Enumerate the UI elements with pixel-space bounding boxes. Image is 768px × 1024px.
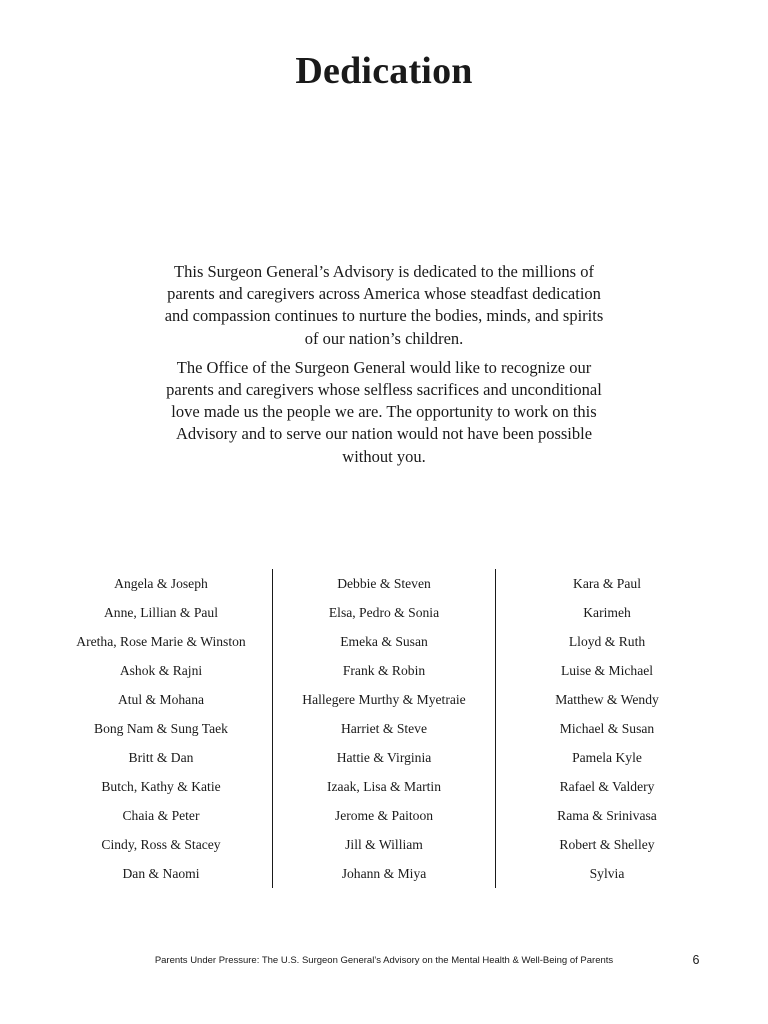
name-entry: Pamela Kyle [572, 750, 642, 765]
name-entry: Debbie & Steven [337, 576, 431, 591]
name-entry: Rafael & Valdery [559, 779, 655, 794]
name-entry: Emeka & Susan [340, 634, 428, 649]
name-entry: Dan & Naomi [122, 866, 200, 881]
name-entry: Lloyd & Ruth [568, 634, 646, 649]
name-entry: Ashok & Rajni [119, 663, 203, 678]
name-entry: Jerome & Paitoon [334, 808, 434, 823]
names-list [50, 569, 718, 888]
name-entry: Frank & Robin [342, 663, 426, 678]
page-title: Dedication [295, 50, 473, 92]
name-entry: Matthew & Wendy [555, 692, 659, 707]
name-entry: Britt & Dan [128, 750, 194, 765]
name-entry: Johann & Miya [341, 866, 427, 881]
name-entry: Elsa, Pedro & Sonia [328, 605, 440, 620]
name-entry: Harriet & Steve [340, 721, 428, 736]
name-entry: Karimeh [583, 605, 631, 620]
dedication-paragraph-1: This Surgeon General’s Advisory is dedicated to the millions of parents and caregivers across America whose steadfast dedication and compassion continues to nurture the bodies, minds, and spirits of our nation’s children. [164, 262, 604, 348]
name-entry: Rama & Srinivasa [557, 808, 657, 823]
name-entry: Cindy, Ross & Stacey [101, 837, 221, 852]
name-entry: Angela & Joseph [114, 576, 208, 591]
name-entry: Michael & Susan [559, 721, 655, 736]
name-entry: Hattie & Virginia [336, 750, 432, 765]
name-entry: Aretha, Rose Marie & Winston [76, 634, 246, 649]
name-entry: Bong Nam & Sung Taek [94, 721, 228, 736]
name-entry: Robert & Shelley [559, 837, 655, 852]
names-column-3 [496, 569, 718, 888]
name-entry: Sylvia [589, 866, 625, 881]
name-entry: Anne, Lillian & Paul [103, 605, 219, 620]
name-entry: Chaia & Peter [122, 808, 200, 823]
name-entry: Luise & Michael [560, 663, 654, 678]
name-entry: Izaak, Lisa & Martin [327, 779, 441, 794]
page-number: 6 [692, 953, 700, 967]
page-footer: Parents Under Pressure: The U.S. Surgeon General’s Advisory on the Mental Health & Well-Being of Parents [154, 955, 614, 966]
names-column-1 [50, 569, 272, 888]
names-column-2 [272, 569, 496, 888]
name-entry: Butch, Kathy & Katie [101, 779, 221, 794]
name-entry: Kara & Paul [573, 576, 641, 591]
name-entry: Hallegere Murthy & Myetraie [302, 692, 466, 707]
dedication-text [164, 261, 604, 475]
dedication-paragraph-2: The Office of the Surgeon General would like to recognize our parents and caregivers whose selfless sacrifices and unconditional love made us the people we are. The opportunity to work on this Advisory and to serve our nation would not have been possible without you. [166, 357, 602, 466]
name-entry: Jill & William [345, 837, 423, 852]
name-entry: Atul & Mohana [117, 692, 205, 707]
